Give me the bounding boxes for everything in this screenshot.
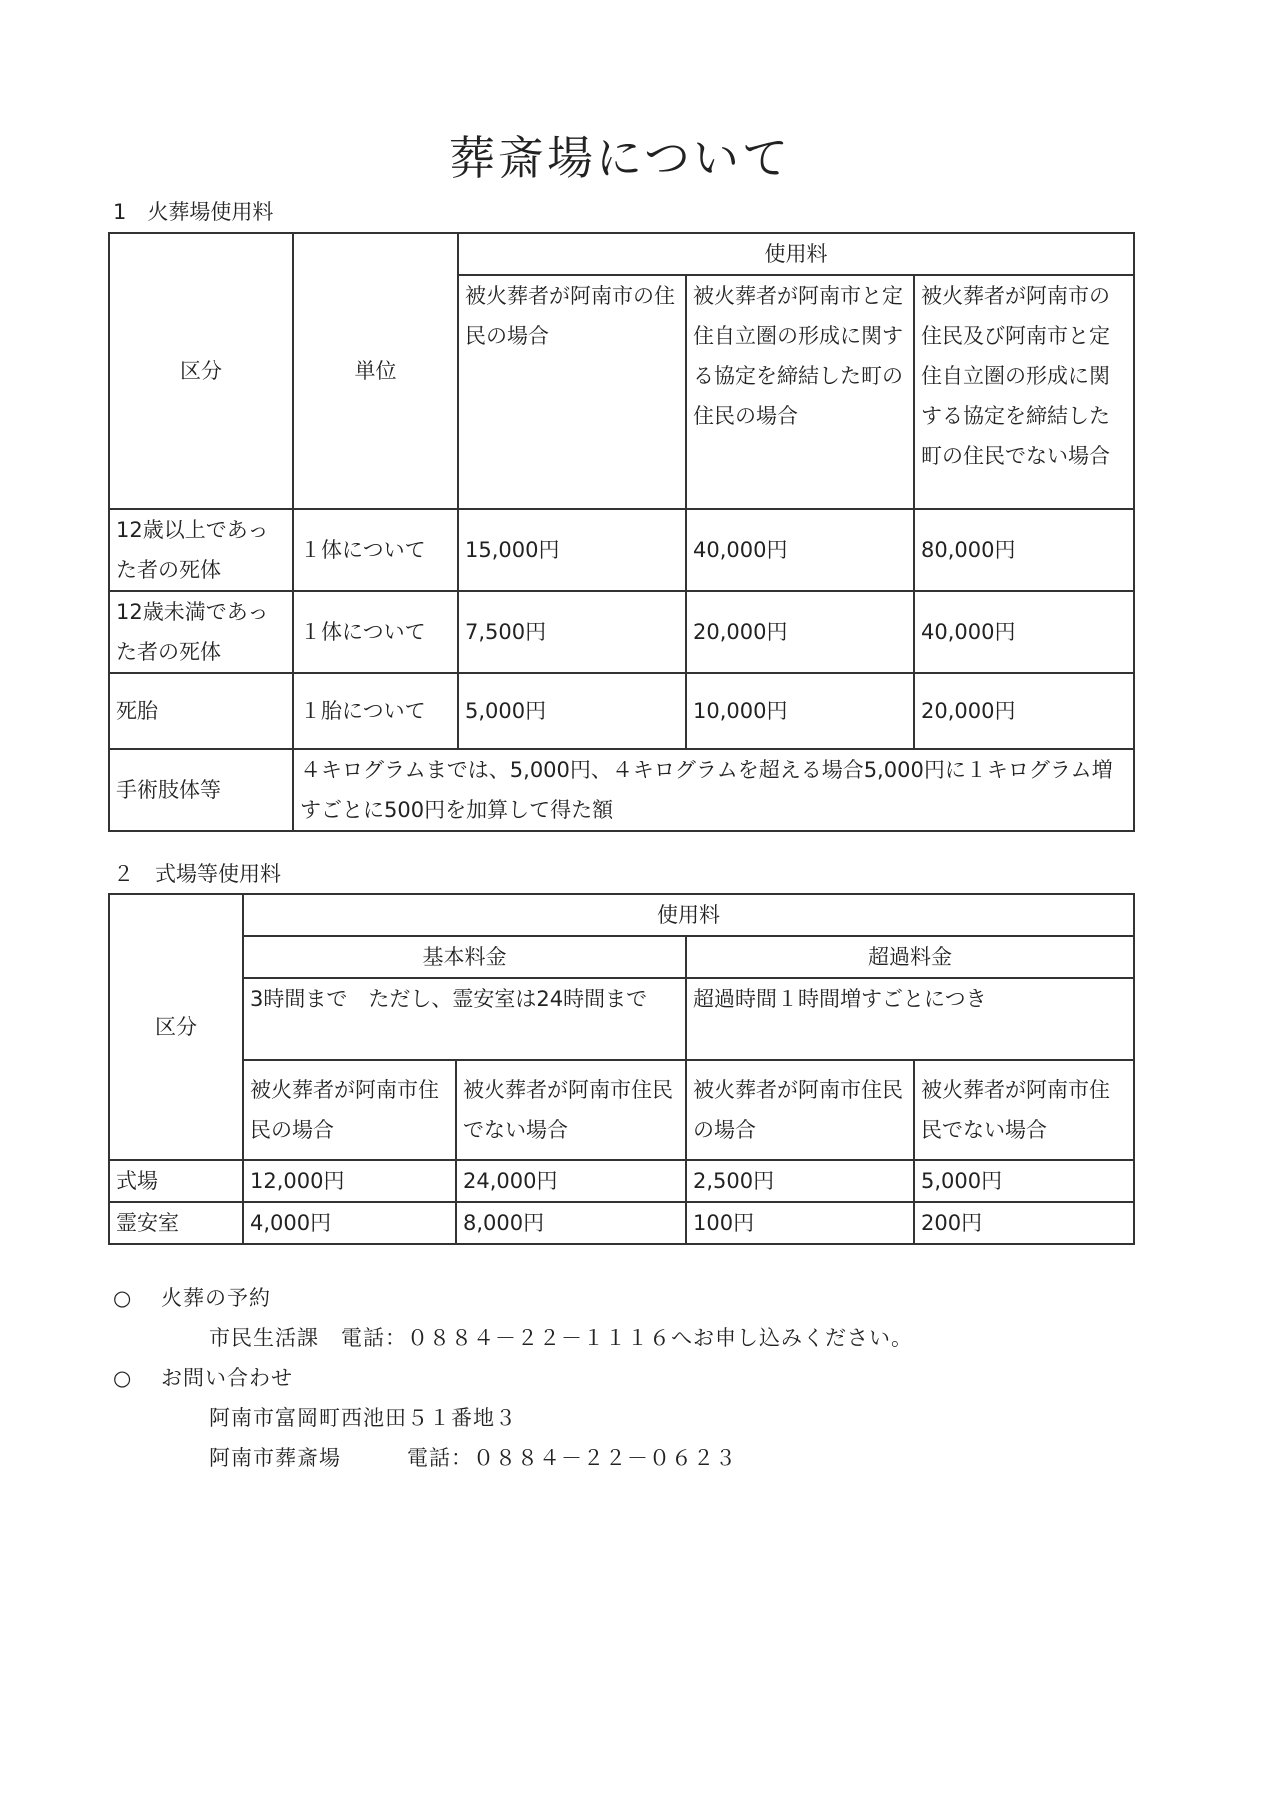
row-basic-resident: 12,000円 xyxy=(243,1160,456,1202)
table-header-row xyxy=(109,233,1134,275)
row-fee-resident: 5,000円 xyxy=(458,673,686,749)
excess-fee-note: 超過時間１時間増すごとにつき xyxy=(686,978,1134,1060)
row-fee-resident: 15,000円 xyxy=(458,509,686,591)
header-col-partner-town: 被火葬者が阿南市と定住自立圏の形成に関する協定を締結した町の住民の場合 xyxy=(686,275,914,509)
inquiry-address: 阿南市富岡町西池田５１番地３ xyxy=(209,1406,517,1430)
reservation-title: 火葬の予約 xyxy=(161,1286,271,1310)
row-tani: １体について xyxy=(293,591,458,673)
table-header-row xyxy=(109,978,1134,1060)
note-inquiry xyxy=(113,1358,1113,1398)
row-fee-non-resident: 20,000円 xyxy=(914,673,1134,749)
table-row xyxy=(109,749,1134,831)
header-col-excess-non-resident: 被火葬者が阿南市住民でない場合 xyxy=(914,1060,1134,1160)
row-fee-resident: 7,500円 xyxy=(458,591,686,673)
hall-fee-table xyxy=(108,893,1135,1245)
row-excess-resident: 2,500円 xyxy=(686,1160,914,1202)
header-fee: 使用料 xyxy=(458,233,1134,275)
row-kubun: 手術肢体等 xyxy=(109,749,293,831)
inquiry-contact: 阿南市葬斎場 電話：０８８４－２２－０６２３ xyxy=(209,1446,737,1470)
note-reservation xyxy=(113,1278,1113,1318)
row-kubun: 死胎 xyxy=(109,673,293,749)
section-heading-cremation-fee: 1 火葬場使用料 xyxy=(113,200,274,224)
row-excess-resident: 100円 xyxy=(686,1202,914,1244)
header-col-resident: 被火葬者が阿南市の住民の場合 xyxy=(458,275,686,509)
header-col-excess-resident: 被火葬者が阿南市住民の場合 xyxy=(686,1060,914,1160)
table-row xyxy=(109,1202,1134,1244)
row-excess-non-resident: 200円 xyxy=(914,1202,1134,1244)
header-kubun: 区分 xyxy=(109,894,243,1160)
row-kubun: 12歳未満であった者の死体 xyxy=(109,591,293,673)
notes-section xyxy=(113,1278,1113,1478)
row-kubun: 式場 xyxy=(109,1160,243,1202)
bullet-circle: ○ xyxy=(113,1286,133,1310)
table-row xyxy=(109,591,1134,673)
row-fee-non-resident: 80,000円 xyxy=(914,509,1134,591)
table-header-row xyxy=(109,894,1134,936)
inquiry-title: お問い合わせ xyxy=(161,1366,293,1390)
table-header-row xyxy=(109,936,1134,978)
row-fee-partner-town: 20,000円 xyxy=(686,591,914,673)
header-col-non-resident: 被火葬者が阿南市の住民及び阿南市と定住自立圏の形成に関する協定を締結した町の住民でない場合 xyxy=(914,275,1134,509)
row-tani: １胎について xyxy=(293,673,458,749)
row-excess-non-resident: 5,000円 xyxy=(914,1160,1134,1202)
row-basic-non-resident: 24,000円 xyxy=(456,1160,686,1202)
header-tani: 単位 xyxy=(293,233,458,509)
cremation-fee-table xyxy=(108,232,1135,832)
row-fee-partner-town: 40,000円 xyxy=(686,509,914,591)
row-fee-non-resident: 40,000円 xyxy=(914,591,1134,673)
header-fee: 使用料 xyxy=(243,894,1134,936)
header-excess-fee: 超過料金 xyxy=(686,936,1134,978)
row-kubun: 12歳以上であった者の死体 xyxy=(109,509,293,591)
header-col-basic-non-resident: 被火葬者が阿南市住民でない場合 xyxy=(456,1060,686,1160)
reservation-text: 市民生活課 電話：０８８４－２２－１１１６へお申し込みください。 xyxy=(209,1326,913,1350)
table-row xyxy=(109,509,1134,591)
table-row xyxy=(109,673,1134,749)
header-col-basic-resident: 被火葬者が阿南市住民の場合 xyxy=(243,1060,456,1160)
header-basic-fee: 基本料金 xyxy=(243,936,686,978)
section-heading-hall-fee: ２ 式場等使用料 xyxy=(113,862,281,886)
header-kubun: 区分 xyxy=(109,233,293,509)
table-row xyxy=(109,1160,1134,1202)
bullet-circle: ○ xyxy=(113,1366,133,1390)
row-basic-resident: 4,000円 xyxy=(243,1202,456,1244)
row-surgery-fee-text: ４キログラムまでは、5,000円、４キログラムを超える場合5,000円に１キログラム増すごとに500円を加算して得た額 xyxy=(293,749,1134,831)
row-fee-partner-town: 10,000円 xyxy=(686,673,914,749)
row-basic-non-resident: 8,000円 xyxy=(456,1202,686,1244)
row-kubun: 霊安室 xyxy=(109,1202,243,1244)
basic-fee-note: 3時間まで ただし、霊安室は24時間まで xyxy=(243,978,686,1060)
page-title: 葬斎場について xyxy=(448,131,792,185)
row-tani: １体について xyxy=(293,509,458,591)
table-header-row xyxy=(109,1060,1134,1160)
